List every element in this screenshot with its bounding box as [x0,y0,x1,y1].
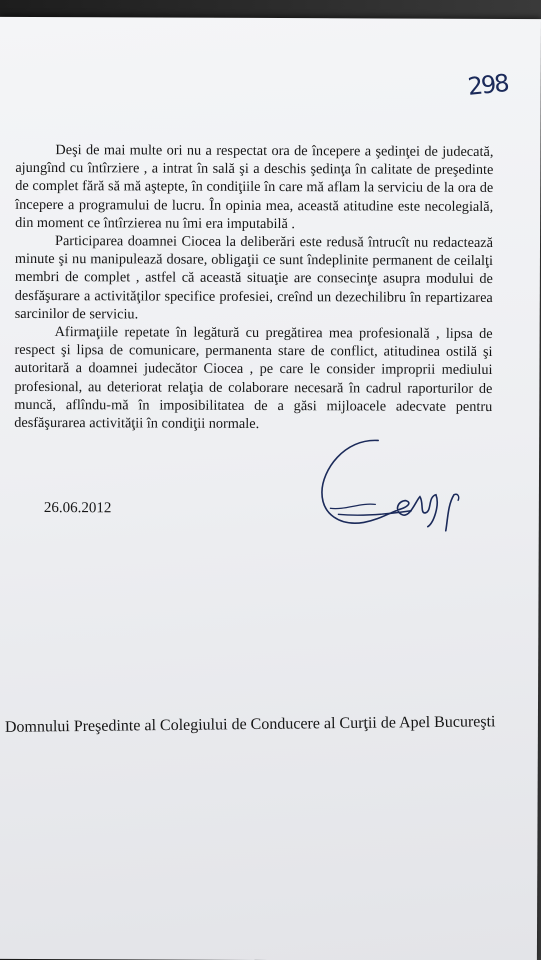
paragraph-3: Afirmaţiile repetate în legătură cu pregătirea mea profesională , lipsa de respect şi lipsa de comunicare, permanenta stare de conflict, atitudinea ostilă şi autoritară a doamnei judecător Ciocea , pe care le consider improprii mediului profesional, au deteriorat relaţia de colaborare necesară în cadrul raporturilor de muncă, aflîndu-mă în imposibilitatea de a găsi mijloacele adecvate pentru desfăşurarea activităţii în condiţii normale. [14,324,493,433]
paragraph-2: Participarea doamnei Ciocea la deliberări este redusă întrucît nu redactează minute şi nu manipulează dosare, obligaţii ce sunt îndeplinite permanent de ceilalţi membri de complet , astfel că această situaţie are consecinţe asupra modului de desfăşurare a activităţilor specifice profesiei, creînd un dezechilibru în repartizarea sarcinilor de serviciu. [14,233,494,323]
document-date: 26.06.2012 [43,500,112,517]
document-page [0,17,541,960]
addressee-line: Domnului Preşedinte al Colegiului de Conducere al Curţii de Apel Bucureşti [4,713,496,736]
letter-body [14,141,493,434]
signature-icon [316,430,466,543]
paragraph-1: Deşi de mai multe ori nu a respectat ora de începere a şedinţei de judecată, ajungînd cu întîrziere , a intrat în sală şi a deschis şedinţa în calitate de preşedinte de complet fără să mă aştepte, în condiţiile în care mă aflam la serviciu de la ora de începere a programului de lucru. În opinia mea, această atitudine este necolegială, din moment ce întîrzierea nu îmi era imputabilă . [15,142,494,232]
handwritten-page-number: 298 [466,69,509,101]
